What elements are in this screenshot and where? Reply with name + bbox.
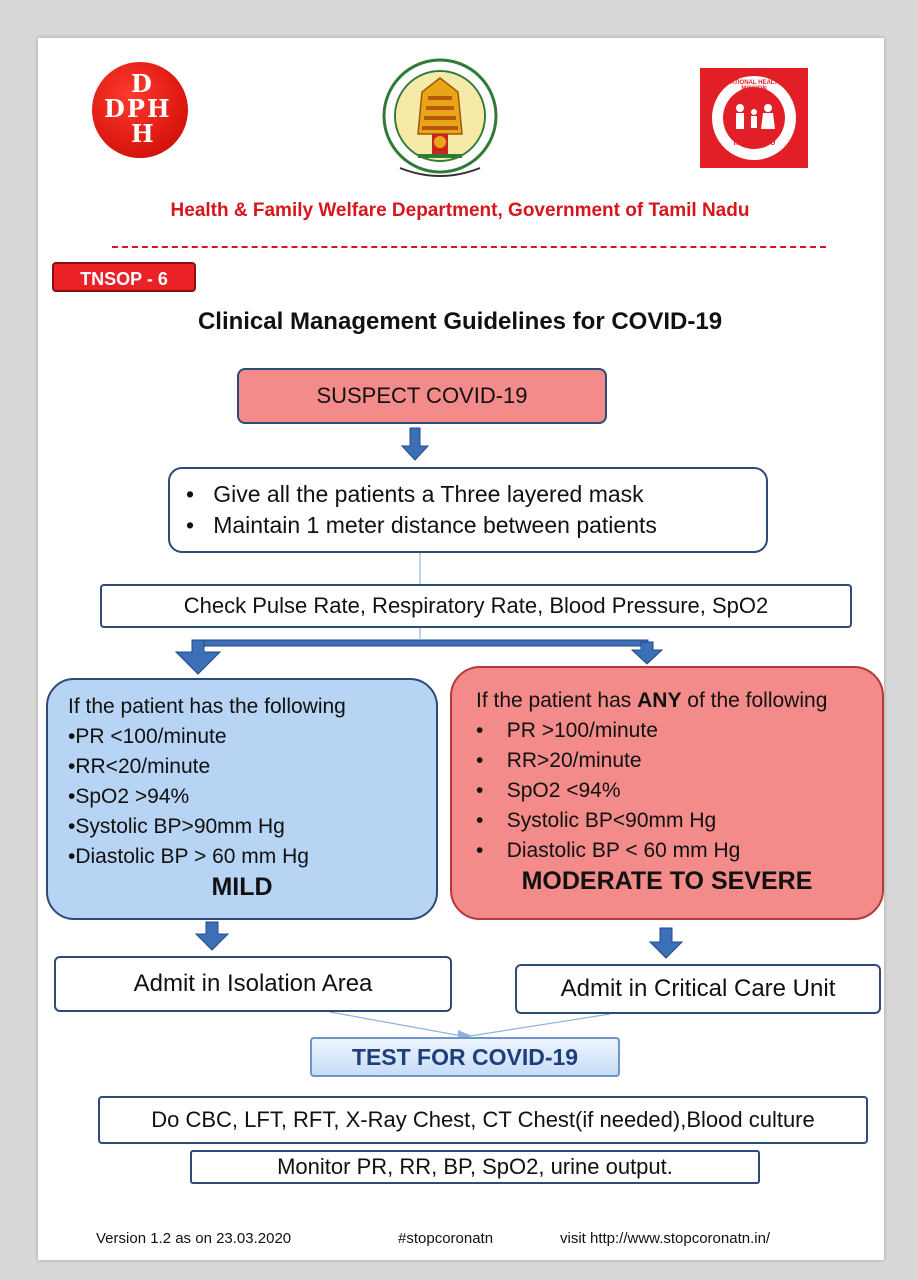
arrow-down-icon — [650, 928, 682, 958]
precaution-item: • Maintain 1 meter distance between patients — [186, 512, 657, 538]
dph-logo-letter-bottom: H — [131, 119, 154, 148]
severe-criterion: • PR >100/minute — [476, 719, 658, 742]
precautions-box — [168, 467, 768, 553]
severe-criterion-text: SpO2 <94% — [506, 779, 621, 802]
connector-line — [330, 1012, 462, 1036]
severe-intro — [476, 686, 882, 716]
monitor-box: Monitor PR, RR, BP, SpO2, urine output. — [190, 1150, 760, 1184]
severe-intro-post: of the following — [681, 689, 828, 712]
mild-label: MILD — [211, 873, 273, 901]
severe-criterion-text: PR >100/minute — [506, 719, 658, 742]
severe-criterion: • Systolic BP<90mm Hg — [476, 809, 717, 832]
connector-line — [470, 1014, 610, 1036]
isolation-box: Admit in Isolation Area — [54, 956, 452, 1012]
test-covid-box: TEST FOR COVID-19 — [310, 1037, 620, 1077]
severe-criterion-text: Systolic BP<90mm Hg — [506, 809, 717, 832]
precaution-item: • Give all the patients a Three layered mask — [186, 481, 644, 507]
department-title: Health & Family Welfare Department, Government of Tamil Nadu — [170, 200, 750, 221]
mild-criterion: •Systolic BP>90mm Hg — [68, 815, 285, 838]
mild-criterion: •RR<20/minute — [68, 755, 211, 778]
mild-criterion: •PR <100/minute — [68, 725, 227, 748]
severe-criteria-box — [450, 666, 884, 920]
severe-intro-pre: If the patient has — [476, 689, 638, 712]
severe-criterion-text: RR>20/minute — [506, 749, 642, 772]
split-bar — [198, 640, 648, 646]
critical-care-box: Admit in Critical Care Unit — [515, 964, 881, 1014]
severe-label: MODERATE TO SEVERE — [521, 867, 813, 895]
dph-logo-letter-top: D — [131, 69, 152, 98]
nhm-logo-text: NATIONAL HEALTH MISSION — [726, 80, 782, 92]
lab-tests-box: Do CBC, LFT, RFT, X-Ray Chest, CT Chest(if needed),Blood culture — [98, 1096, 868, 1144]
severe-intro-emphasis: ANY — [637, 689, 682, 712]
tnsop-badge: TNSOP - 6 — [52, 262, 196, 292]
mild-intro: If the patient has the following — [68, 695, 346, 718]
footer-version: Version 1.2 as on 23.03.2020 — [96, 1230, 292, 1247]
nhm-logo-label: TAMIL NADU — [732, 140, 776, 147]
arrow-down-icon — [402, 428, 428, 460]
severe-criterion: • SpO2 <94% — [476, 779, 621, 802]
severe-criterion: • Diastolic BP < 60 mm Hg — [476, 839, 741, 862]
severe-criterion-text: Diastolic BP < 60 mm Hg — [506, 839, 741, 862]
precaution-distance-text: Maintain 1 meter distance between patients — [213, 512, 657, 538]
mild-criterion: •SpO2 >94% — [68, 785, 190, 808]
mild-criterion: •Diastolic BP > 60 mm Hg — [68, 845, 309, 868]
check-vitals-box: Check Pulse Rate, Respiratory Rate, Blood Pressure, SpO2 — [100, 584, 852, 628]
arrow-down-icon — [196, 922, 228, 950]
dph-logo-letters-middle: DPH — [104, 94, 172, 123]
footer-website: visit http://www.stopcoronatn.in/ — [560, 1230, 771, 1247]
suspect-covid-box: SUSPECT COVID-19 — [237, 368, 607, 424]
severe-criterion: • RR>20/minute — [476, 749, 642, 772]
footer-hashtag: #stopcoronatn — [398, 1230, 494, 1247]
page-title: Clinical Management Guidelines for COVID-19 — [197, 308, 723, 335]
mild-criteria-box — [46, 678, 438, 920]
precaution-mask-text: Give all the patients a Three layered mask — [213, 481, 644, 507]
